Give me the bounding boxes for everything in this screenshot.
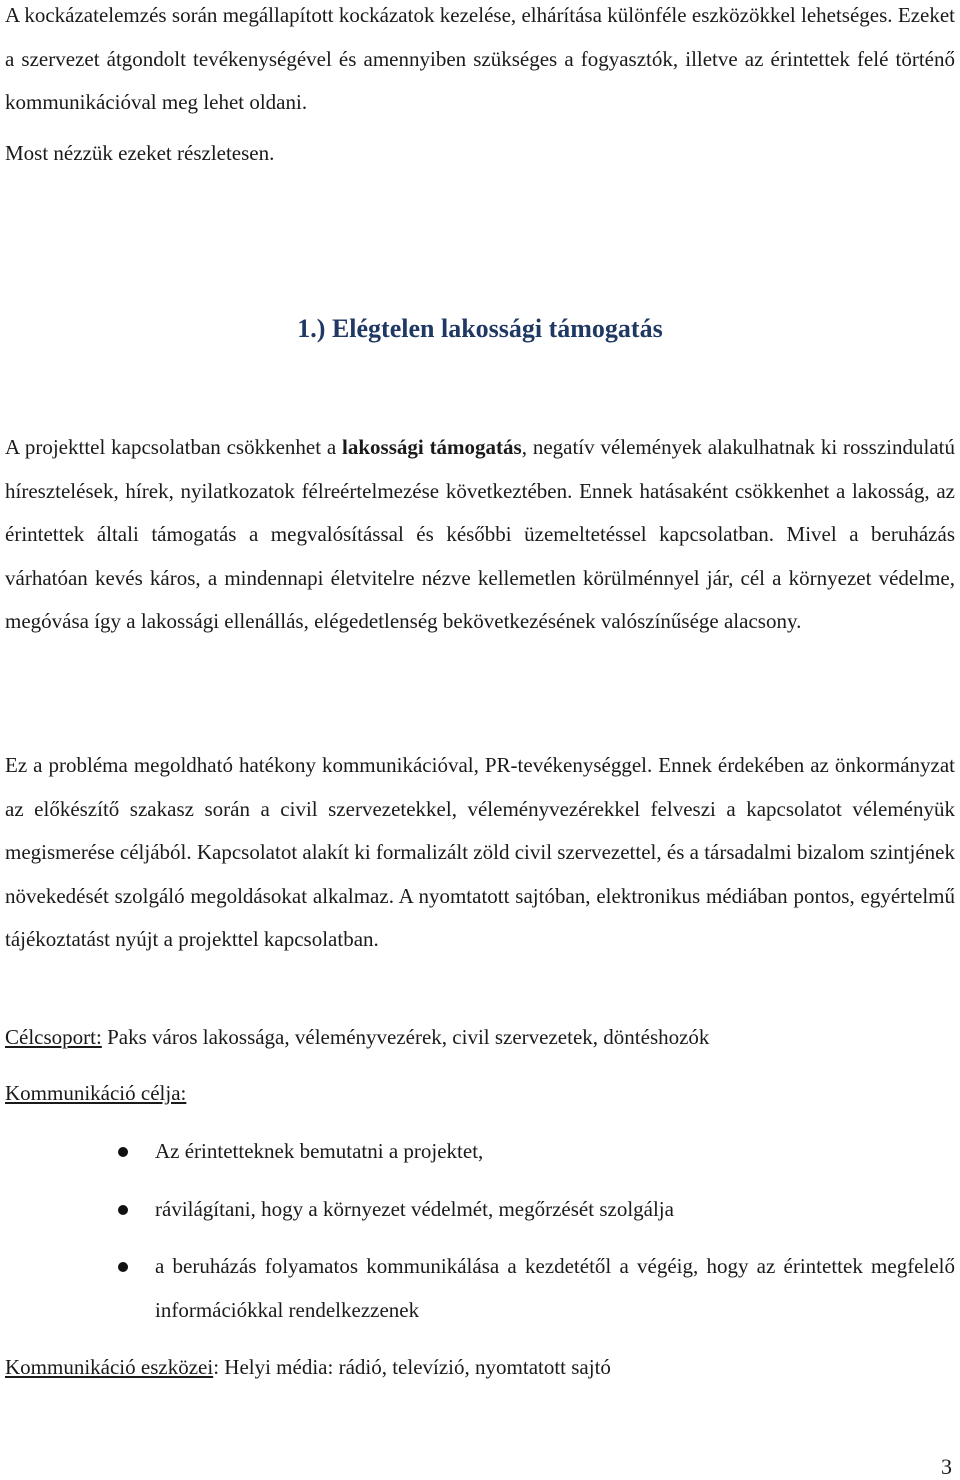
communication-tools-line <box>5 1346 955 1390</box>
target-group-text: Paks város lakossága, véleményvezérek, civil szervezetek, döntéshozók <box>101 1025 710 1049</box>
para1-text-end: , negatív vélemények alakulhatnak ki rosszindulatú híresztelések, hírek, nyilatkozatok félreértelmezése következtében. Ennek hatásaként csökkenhet a lakosság, az érintettek általi támogatás a megvalósítással és későbbi üzemeltetéssel kapcsolatban. Mivel a beruházás várhatóan kevés káros, a mindennapi életvitelre nézve kellemetlen körülménnyel jár, cél a környezet védelme, megóvása így a lakossági ellenállás, elégedetlenség bekövetkezésének valószínűsége alacsony. <box>5 435 955 634</box>
intro-followup <box>5 132 955 176</box>
list-item <box>5 1130 955 1174</box>
intro-text: A kockázatelemzés során megállapított kockázatok kezelése, elhárítása különféle eszközökkel lehetséges. Ezeket a szervezet átgondolt tevékenységével és amennyiben szükséges a fogyasztók, illetve az érintettek felé történő kommunikációval meg lehet oldani. <box>5 3 955 115</box>
intro-followup-text: Most nézzük ezeket részletesen. <box>5 141 275 165</box>
list-item <box>5 1188 955 1232</box>
section-heading: 1.) Elégtelen lakossági támogatás <box>297 314 663 343</box>
para1-text-start: A projekttel kapcsolatban csökkenhet a <box>5 435 343 459</box>
bullet-icon <box>118 1205 128 1215</box>
page-number: 3 <box>941 1454 952 1479</box>
para2-text: Ez a probléma megoldható hatékony kommunikációval, PR-tevékenységgel. Ennek érdekében az önkormányzat az előkészítő szakasz során a civil szervezetekkel, véleményvezérekkel felveszi a kapcsolatot véleményük megismerése céljából. Kapcsolatot alakít ki formalizált zöld civil szervezettel, és a társadalmi bizalom szintjének növekedését szolgáló megoldásokat alkalmaz. A nyomtatott sajtóban, elektronikus médiában pontos, egyértelmű tájékoztatást nyújt a projekttel kapcsolatban. <box>5 753 955 952</box>
goal-bullet-list <box>5 1130 955 1332</box>
communication-tools-label: Kommunikáció eszközei <box>5 1355 214 1379</box>
bullet-icon <box>118 1147 128 1157</box>
para1-bold-term: lakossági támogatás <box>342 435 522 459</box>
target-group-line <box>5 1016 955 1060</box>
communication-tools-text: : Helyi média: rádió, televízió, nyomtatott sajtó <box>213 1355 611 1379</box>
list-item <box>5 1245 955 1332</box>
risk-paragraph-1 <box>5 426 955 644</box>
communication-goal-label: Kommunikáció célja: <box>5 1081 187 1105</box>
risk-paragraph-2 <box>5 744 955 962</box>
target-group-label: Célcsoport: <box>5 1025 102 1049</box>
bullet-text: Az érintetteknek bemutatni a projektet, <box>155 1139 484 1163</box>
bullet-icon <box>118 1262 128 1272</box>
bullet-text: a beruházás folyamatos kommunikálása a kezdetétől a végéig, hogy az érintettek megfelelő információkkal rendelkezzenek <box>155 1254 955 1322</box>
intro-paragraph <box>5 0 955 125</box>
bullet-text: rávilágítani, hogy a környezet védelmét, megőrzését szolgálja <box>155 1196 674 1221</box>
communication-goal-line <box>5 1072 955 1116</box>
